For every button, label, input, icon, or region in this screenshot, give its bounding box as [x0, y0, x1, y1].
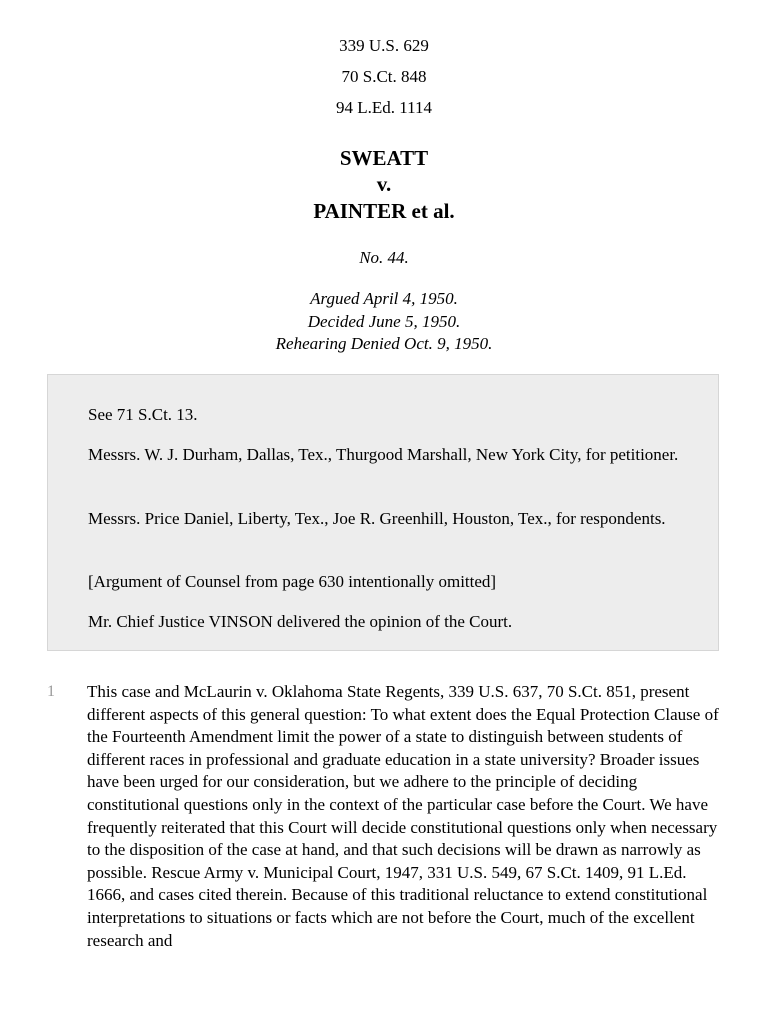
docket-number: No. 44. — [359, 248, 409, 267]
argument-omitted-note: [Argument of Counsel from page 630 intentionally omitted] — [88, 572, 497, 591]
opinion-paragraph: This case and McLaurin v. Oklahoma State Regents, 339 U.S. 637, 70 S.Ct. 851, present different aspects of this general question: To what extent does the Equal Protection Clause of the Fourteenth Amendment limit the power of a state to distinguish between students of different races in professional and graduate education in a state university? Broader issues have been urged for our consideration, but we adhere to the principle of deciding constitutional questions only in the context of the particular case before the Court. We have frequently reiterated that this Court will decide constitutional questions only when necessary to the disposition of the case at hand, and that such decisions will be drawn as narrowly as possible. Rescue Army v. Municipal Court, 1947, 331 U.S. 549, 67 S.Ct. 1409, 91 L.Ed. 1666, and cases cited therein. Because of this traditional reluctance to extend constitutional interpretations to situations or facts which are not before the Court, much of the excellent research and — [87, 682, 719, 950]
counsel-for-respondents: Messrs. Price Daniel, Liberty, Tex., Joe R. Greenhill, Houston, Tex., for respondents. — [88, 509, 666, 528]
date-rehearing-denied: Rehearing Denied Oct. 9, 1950. — [275, 334, 493, 353]
counsel-for-petitioner: Messrs. W. J. Durham, Dallas, Tex., Thurgood Marshall, New York City, for petitioner. — [88, 445, 679, 464]
syllabus-box — [47, 374, 719, 651]
see-also-citation: See 71 S.Ct. 13. — [88, 405, 198, 424]
date-argued: Argued April 4, 1950. — [310, 289, 458, 308]
citation-us-reports: 339 U.S. 629 — [339, 36, 429, 55]
date-decided: Decided June 5, 1950. — [307, 312, 461, 331]
paragraph-number: 1 — [47, 683, 55, 700]
citation-supreme-court-reporter: 70 S.Ct. 848 — [341, 67, 427, 86]
case-title-petitioner: SWEATT — [339, 146, 429, 170]
case-title-respondent: PAINTER et al. — [313, 199, 455, 223]
citation-lawyers-edition: 94 L.Ed. 1114 — [335, 98, 432, 117]
case-title-versus: v. — [376, 172, 392, 196]
opinion-author-line: Mr. Chief Justice VINSON delivered the opinion of the Court. — [88, 612, 513, 631]
